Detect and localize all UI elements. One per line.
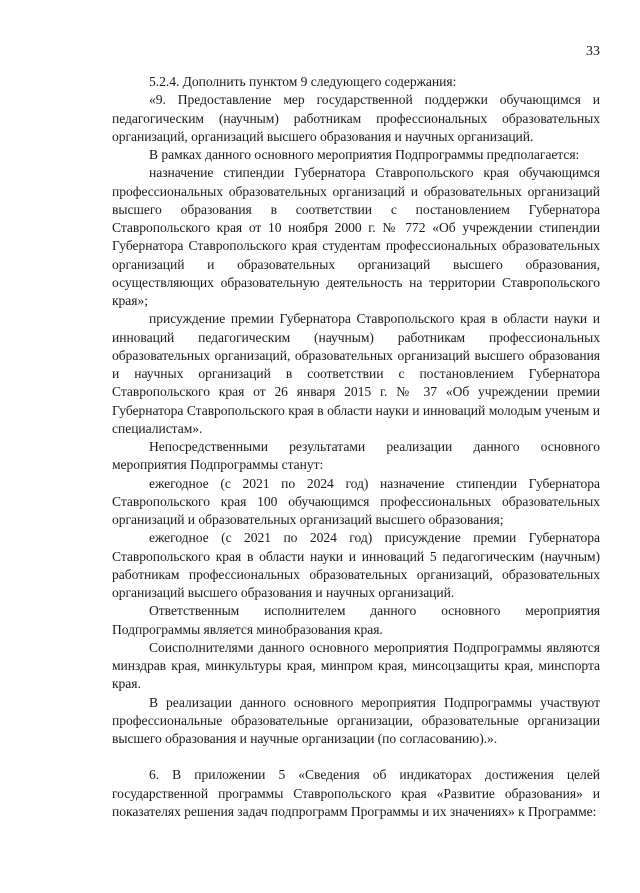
paragraph-item-9: «9. Предоставление мер государственной поддержки обучающимся и педагогическим (научным) работникам профессиональных образовательных организаций, организаций высшего образования и научных организаций. [112,92,600,144]
paragraph-co-executors: Соисполнителями данного основного мероприятия Подпрограммы являются минздрав края, минкультуры края, минпром края, минсоцзащиты края, минспорта края. [112,639,600,692]
paragraph-results-intro: Непосредственными результатами реализации данного основного мероприятия Подпрограммы станут: [112,439,600,473]
paragraph-framework: В рамках данного основного мероприятия Подпрограммы предполагается: [149,147,580,162]
paragraph-appendix-5: 6. В приложении 5 «Сведения об индикаторах достижения целей государственной программы Ставропольского края «Развитие образования» и показателях решения задач подпрограмм Программы и их значениях» к Программе: [112,767,600,819]
paragraph-responsible: Ответственным исполнителем данного основного мероприятия Подпрограммы является минобразования края. [112,603,600,637]
document-body [112,73,600,821]
paragraph-award: присуждение премии Губернатора Ставропольского края в области науки и инноваций педагогическим (научным) работникам профессиональных образовательных организаций, образовательных организаций высшего образования и научных организаций в соответствии с постановлением Губернатора Ставропольского края от 26 января 2015 г. № 37 «Об учреждении премии Губернатора Ставропольского края в области науки и инноваций молодым ученым и специалистам». [112,311,600,436]
paragraph-participants: В реализации данного основного мероприятия Подпрограммы участвуют профессиональные образовательные организации, образовательные организации высшего образования и научные организации (по согласованию).». [112,694,600,746]
paragraph-5-2-4: 5.2.4. Дополнить пунктом 9 следующего содержания: [149,74,457,89]
paragraph-result-scholarship: ежегодное (с 2021 по 2024 год) назначение стипендии Губернатора Ставропольского края 100 обучающимся профессиональных образовательных организаций и образовательных организаций высшего образования; [112,475,600,527]
page-number: 33 [586,44,600,59]
paragraph-scholarship: назначение стипендии Губернатора Ставропольского края обучающимся профессиональных образовательных организаций и образовательных организаций высшего образования в соответствии с постановлением Губернатора Ставропольского края от 10 ноября 2000 г. № 772 «Об учреждении стипендии Губернатора Ставропольского края студентам профессиональных образовательных организаций и образовательных организаций высшего образования, осуществляющих образовательную деятельность на территории Ставропольского края»; [112,165,600,308]
paragraph-spacer [112,748,600,766]
paragraph-result-award: ежегодное (с 2021 по 2024 год) присуждение премии Губернатора Ставропольского края в области науки и инноваций 5 педагогическим (научным) работникам профессиональных образовательных организаций, образовательных организаций высшего образования и научных организаций. [112,530,600,600]
